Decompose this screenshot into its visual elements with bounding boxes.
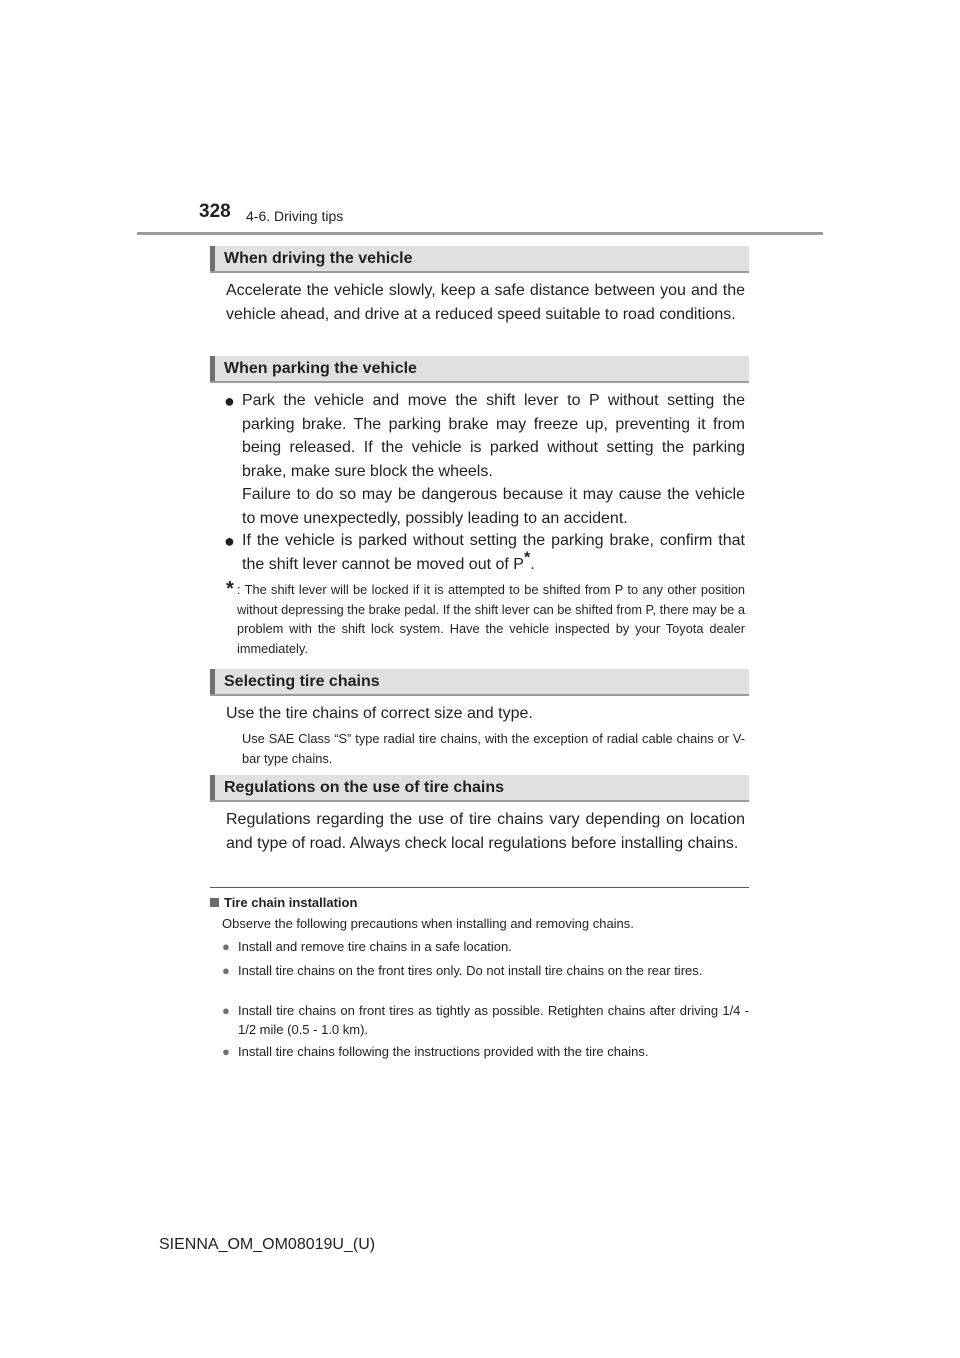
- heading-bar-parking: [210, 356, 749, 383]
- installation-item: Install tire chains on the front tires only. Do not install tire chains on the rear tires.: [238, 963, 703, 978]
- installation-heading: [210, 895, 357, 910]
- parking-footnote: : The shift lever will be locked if it is attempted to be shifted from P to any other position without depressing the brake pedal. If the shift lever can be shifted from P, there may be a problem with the shift lock system. Have the vehicle inspected by your Toyota dealer immediately.: [237, 582, 745, 656]
- heading-accent: [210, 669, 215, 694]
- installation-item: Install tire chains following the instructions provided with the tire chains.: [238, 1044, 649, 1059]
- heading-selecting: Selecting tire chains: [224, 673, 380, 690]
- footnote-marker: *: [226, 578, 234, 600]
- parking-bullet-2-text: If the vehicle is parked without setting the parking brake, confirm that the shift lever cannot be moved out of P: [242, 532, 745, 573]
- heading-accent: [210, 775, 215, 800]
- heading-driving: When driving the vehicle: [224, 250, 413, 267]
- footnote-reference: *: [523, 549, 531, 567]
- selecting-paragraph: Use the tire chains of correct size and type.: [226, 705, 533, 722]
- bullet-icon: ●: [222, 1044, 230, 1059]
- installation-item: Install and remove tire chains in a safe location.: [238, 939, 512, 954]
- heading-bar-regulations: [210, 775, 749, 802]
- parking-bullet-2-end: .: [530, 555, 535, 573]
- bullet-icon: ●: [224, 391, 235, 411]
- square-bullet-icon: [210, 898, 219, 907]
- installation-heading-text: Tire chain installation: [224, 895, 358, 910]
- bullet-icon: ●: [222, 939, 230, 954]
- parking-bullet-2: [242, 529, 745, 576]
- heading-accent: [210, 356, 215, 381]
- parking-bullet-1-continued: Failure to do so may be dangerous because it may cause the vehicle to move unexpectedly, possibly leading to an accident.: [242, 486, 745, 527]
- document-code: SIENNA_OM_OM08019U_(U): [159, 1236, 376, 1253]
- page-number: 328: [199, 201, 231, 222]
- section-title: 4-6. Driving tips: [246, 208, 344, 224]
- installation-intro: Observe the following precautions when installing and removing chains.: [222, 916, 634, 931]
- section-divider: [210, 887, 749, 888]
- heading-accent: [210, 246, 215, 271]
- bullet-icon: ●: [222, 963, 230, 978]
- regulations-paragraph: Regulations regarding the use of tire chains vary depending on location and type of road. Always check local regulations before installing chains.: [226, 811, 745, 852]
- header-divider: [137, 232, 823, 235]
- driving-paragraph: Accelerate the vehicle slowly, keep a safe distance between you and the vehicle ahead, and drive at a reduced speed suitable to road conditions.: [226, 282, 745, 323]
- installation-item: Install tire chains on front tires as tightly as possible. Retighten chains after driving 1/4 - 1/2 mile (0.5 - 1.0 km).: [238, 1003, 749, 1037]
- heading-bar-selecting: [210, 669, 749, 696]
- selecting-note: Use SAE Class “S” type radial tire chains, with the exception of radial cable chains or V-bar type chains.: [242, 731, 745, 766]
- parking-bullet-1: Park the vehicle and move the shift lever to P without setting the parking brake. The parking brake may freeze up, preventing it from being released. If the vehicle is parked without setting the parking brake, make sure block the wheels.: [242, 392, 745, 480]
- bullet-icon: ●: [222, 1003, 230, 1018]
- heading-parking: When parking the vehicle: [224, 360, 417, 377]
- heading-regulations: Regulations on the use of tire chains: [224, 779, 505, 796]
- heading-bar-driving: [210, 246, 749, 273]
- bullet-icon: ●: [224, 531, 235, 551]
